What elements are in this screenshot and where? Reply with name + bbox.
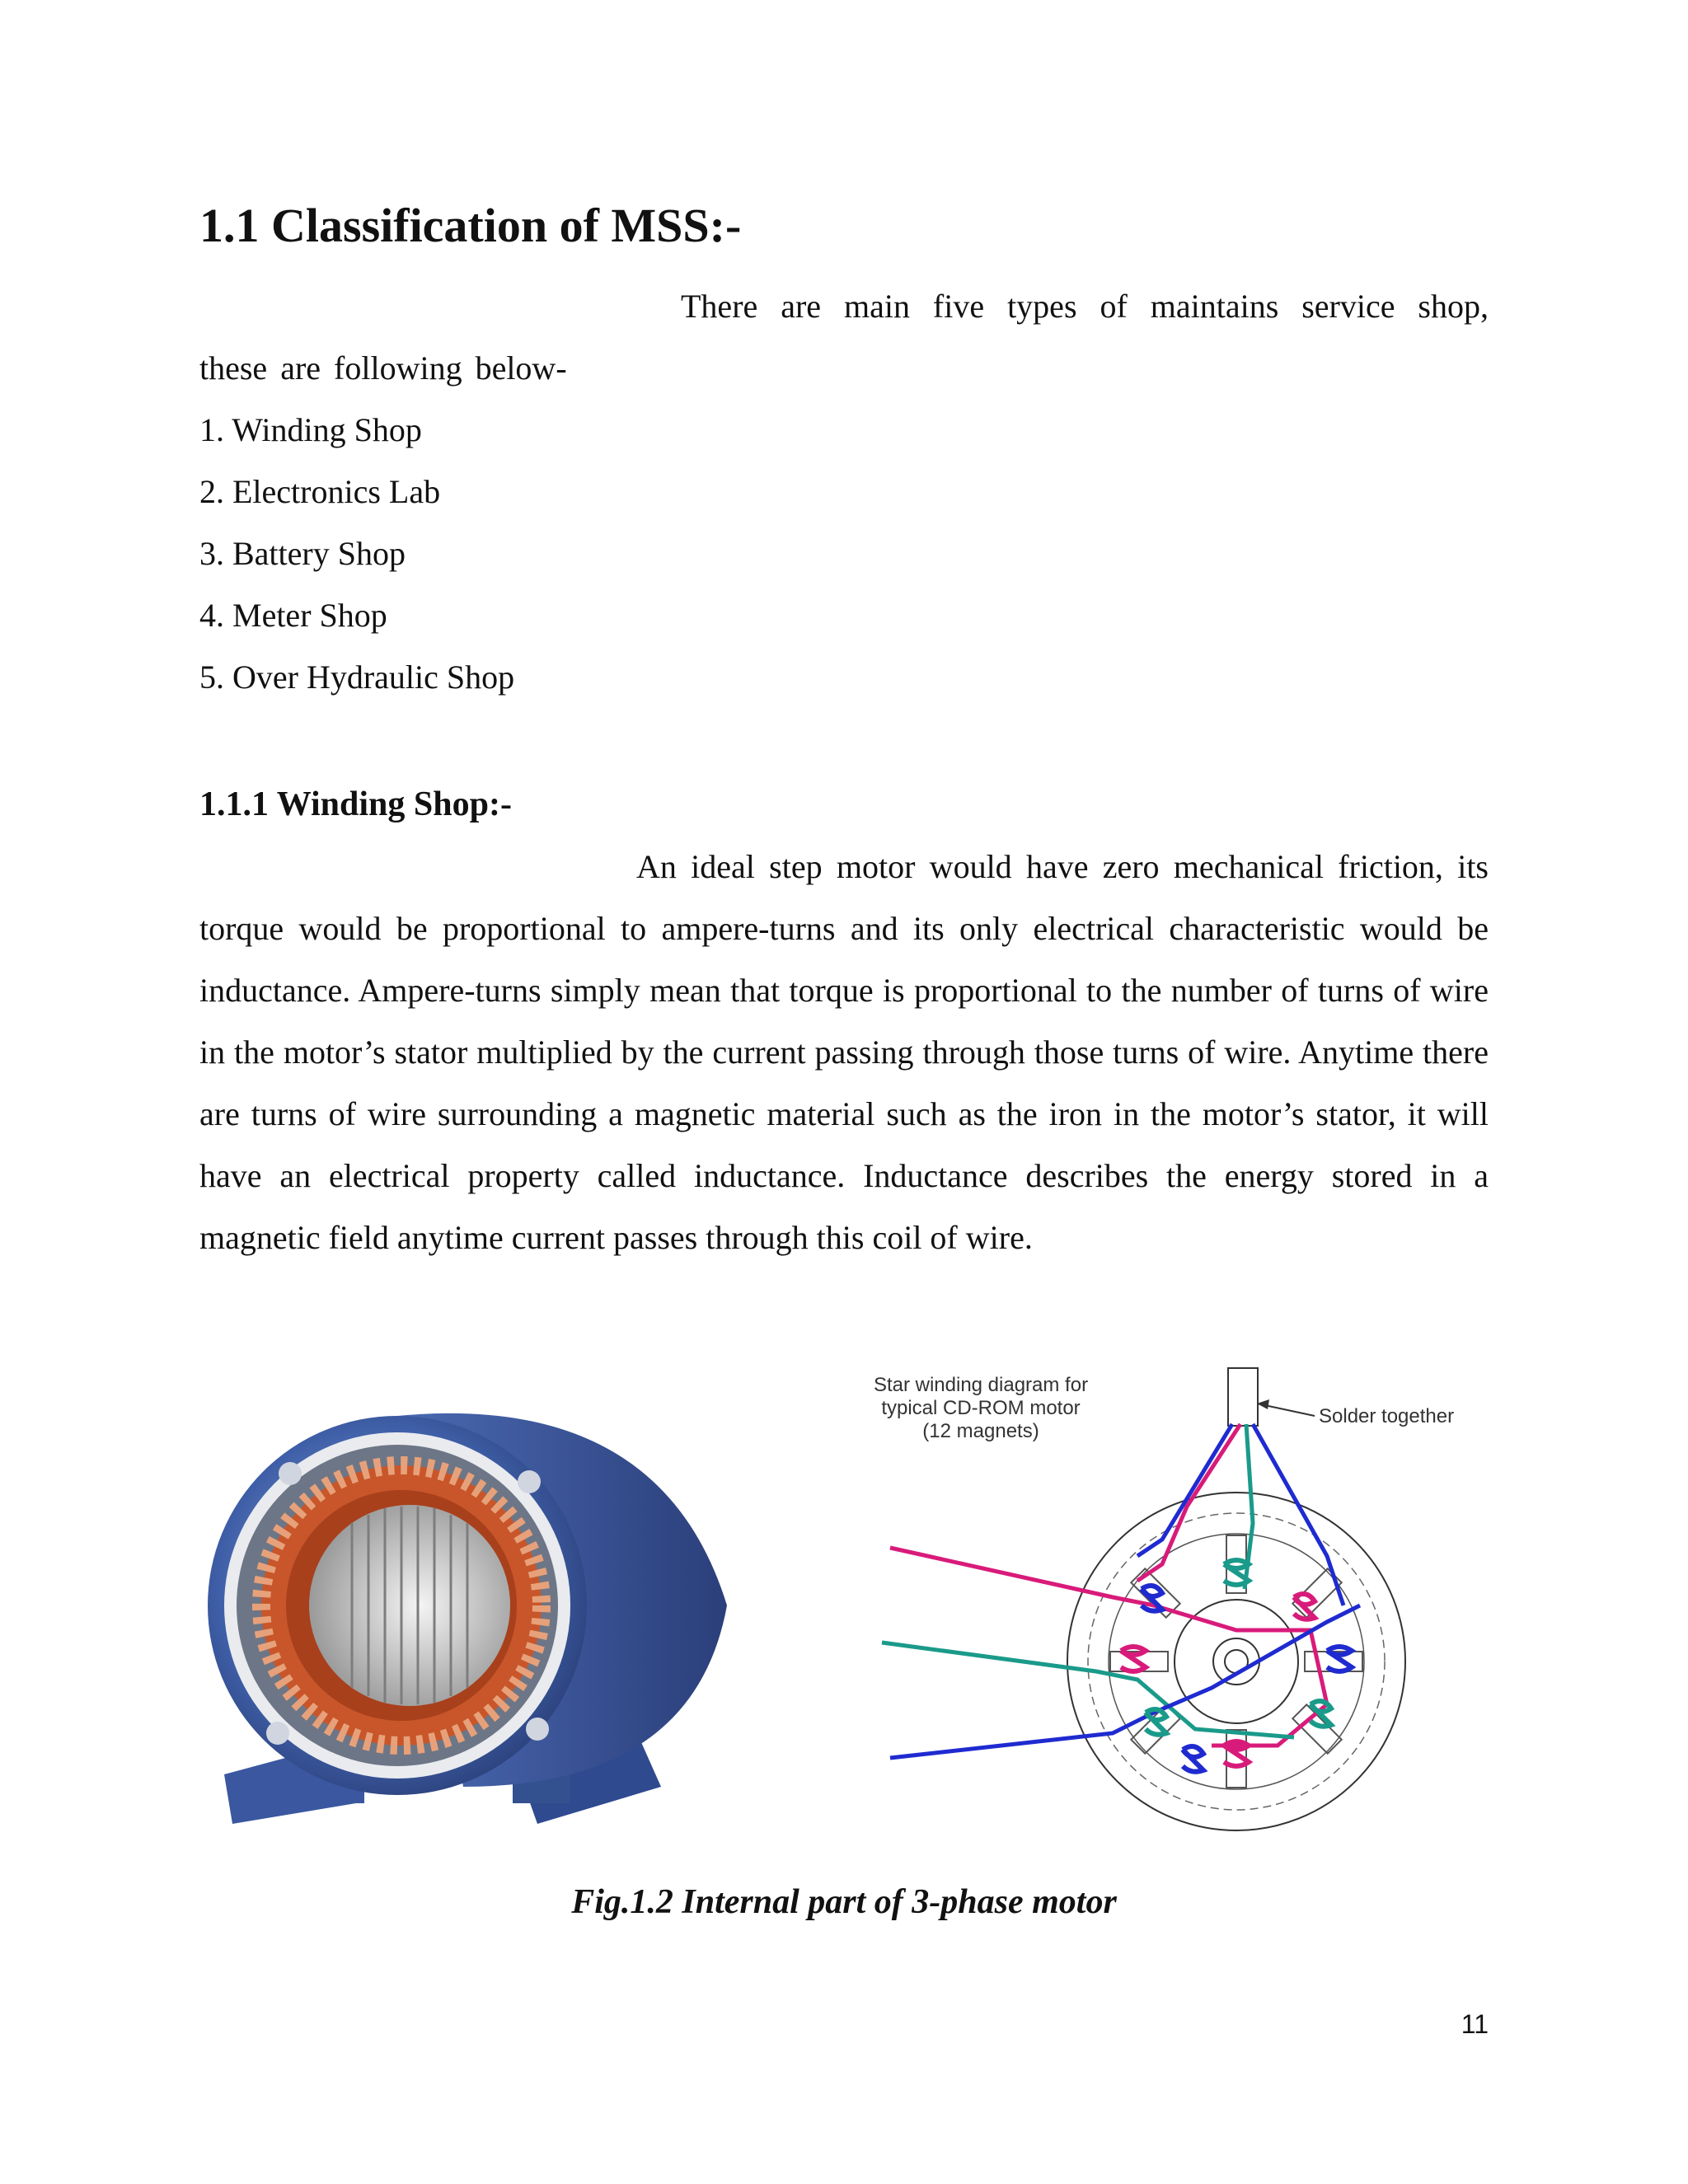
phase-wires — [882, 1424, 1360, 1758]
winding-shop-paragraph: An ideal step motor would have zero mechanical friction, its torque would be proportional to ampere-turns and its only electrical characteristic would be inductance. Ampere-turns simply mean that torque is proportional to the number of turns of wire in the motor’s stator multiplied by the current passing through those turns of wire. Anytime there are turns of wire surrounding a magnetic material such as the iron in the motor’s stator, it will have an electrical property called inductance. Inductance describes the energy stored in a magnetic field anytime current passes through this coil of wire. — [199, 848, 1489, 1256]
list-item: 4. Meter Shop — [199, 597, 387, 634]
phase-c-return — [1253, 1424, 1343, 1605]
list-item: 1. Winding Shop — [199, 411, 422, 448]
motor-cutaway-image — [199, 1358, 776, 1836]
phase-a-lead — [1137, 1424, 1240, 1581]
figure-caption: Fig.1.2 Internal part of 3-phase motor — [571, 1883, 1117, 1921]
phase-c-lead — [1137, 1424, 1232, 1556]
diagram-title-line1: Star winding diagram for — [873, 1374, 1089, 1396]
callout-arrowhead — [1257, 1399, 1269, 1409]
solder-block — [1228, 1368, 1258, 1426]
shop-type-list — [199, 399, 514, 708]
list-item: 3. Battery Shop — [199, 535, 406, 572]
subsection-heading: 1.1.1 Winding Shop:- — [199, 785, 512, 823]
list-item: 5. Over Hydraulic Shop — [199, 658, 515, 696]
diagram-title-line2: typical CD-ROM motor — [881, 1397, 1081, 1419]
section-intro-paragraph: There are main five types of maintains service shop, these are following below- — [199, 288, 1489, 387]
list-item: 2. Electronics Lab — [199, 473, 441, 510]
solder-callout-label: Solder together — [1319, 1405, 1455, 1427]
page-number: 11 — [1461, 2009, 1489, 2039]
section-heading: 1.1 Classification of MSS:- — [199, 199, 742, 252]
star-winding-diagram — [865, 1358, 1508, 1844]
diagram-title-line3: (12 magnets) — [922, 1420, 1039, 1442]
